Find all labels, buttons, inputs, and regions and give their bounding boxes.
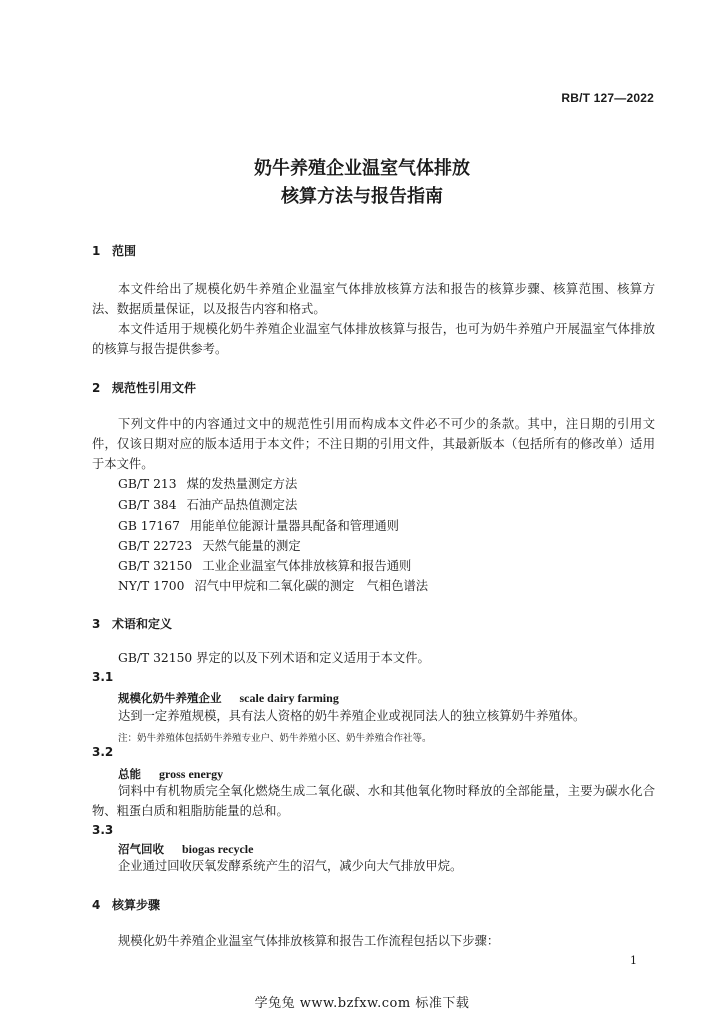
term-number: 3.2 [92,745,114,759]
term-title [118,766,223,782]
section-3-number: 3 [92,617,101,631]
document-title-line-2: 核算方法与报告指南 [281,186,443,207]
reference-code: GB/T 384 [118,498,177,512]
reference-title: 用能单位能源计量器具配备和管理通则 [189,519,399,533]
term-number: 3.3 [92,823,114,837]
term-definition: 饲料中有机物质完全氧化燃烧生成二氧化碳、水和其他氧化物时释放的全部能量，主要为碳水化合物、粗蛋白质和粗脂肪能量的总和。 [92,784,655,818]
reference-code: GB/T 32150 [118,559,193,573]
term-definition: 达到一定养殖规模，具有法人资格的奶牛养殖企业或视同法人的独立核算奶牛养殖体。 [118,709,586,723]
reference-code: GB/T 22723 [118,539,193,553]
reference-title: 石油产品热值测定法 [186,498,298,512]
reference-code: GB/T 213 [118,477,177,491]
term-title [118,690,339,706]
reference-title: 工业企业温室气体排放核算和报告通则 [202,559,412,573]
term-title [118,841,253,857]
term-definition: 企业通过回收厌氧发酵系统产生的沼气，减少向大气排放甲烷。 [118,859,463,873]
term-en: biogas recycle [182,842,254,856]
section-4-title: 核算步骤 [112,898,161,912]
reference-item [118,536,301,556]
section-2-number: 2 [92,381,101,395]
reference-title: 沼气中甲烷和二氧化碳的测定 气相色谱法 [194,579,429,593]
reference-item [118,576,428,596]
section-1-heading [92,242,136,259]
footer-watermark: 学兔兔 www.bzfxw.com 标准下载 [254,996,470,1011]
term-number: 3.1 [92,670,114,684]
term-zh: 规模化奶牛养殖企业 [118,691,222,705]
section-1-para-1: 本文件给出了规模化奶牛养殖企业温室气体排放核算方法和报告的核算步骤、核算范围、核算方法、数据质量保证，以及报告内容和格式。 [92,282,655,316]
section-4-heading [92,896,160,913]
section-2-title: 规范性引用文件 [112,381,197,395]
reference-title: 煤的发热量测定方法 [186,477,298,491]
section-2-heading [92,379,196,396]
reference-item [118,556,411,576]
term-zh: 总能 [118,767,141,781]
term-en: gross energy [159,767,224,781]
reference-item [118,516,399,536]
section-4-para-1: 规模化奶牛养殖企业温室气体排放核算和报告工作流程包括以下步骤： [118,934,500,948]
reference-item [118,495,297,515]
section-1-para-2: 本文件适用于规模化奶牛养殖企业温室气体排放核算与报告，也可为奶牛养殖户开展温室气体排放的核算与报告提供参考。 [92,322,655,356]
reference-code: GB 17167 [118,519,180,533]
document-title-line-1: 奶牛养殖企业温室气体排放 [254,158,470,179]
section-3-heading [92,615,172,632]
section-1-title: 范围 [112,244,137,258]
section-2-para-1: 下列文件中的内容通过文中的规范性引用而构成本文件必不可少的条款。其中，注日期的引用文件，仅该日期对应的版本适用于本文件；不注日期的引用文件，其最新版本（包括所有的修改单）适用于本文件。 [92,417,655,471]
reference-code: NY/T 1700 [118,579,185,593]
section-1-number: 1 [92,244,101,258]
page-number: 1 [630,954,637,967]
section-3-intro: GB/T 32150 界定的以及下列术语和定义适用于本文件。 [118,651,430,665]
reference-item [118,474,297,494]
term-en: scale dairy farming [239,691,339,705]
section-4-number: 4 [92,898,101,912]
section-3-title: 术语和定义 [112,617,173,631]
standard-code: RB/T 127—2022 [561,91,654,105]
term-note: 注：奶牛养殖体包括奶牛养殖专业户、奶牛养殖小区、奶牛养殖合作社等。 [118,733,432,744]
term-zh: 沼气回收 [118,842,164,856]
reference-title: 天然气能量的测定 [202,539,301,553]
